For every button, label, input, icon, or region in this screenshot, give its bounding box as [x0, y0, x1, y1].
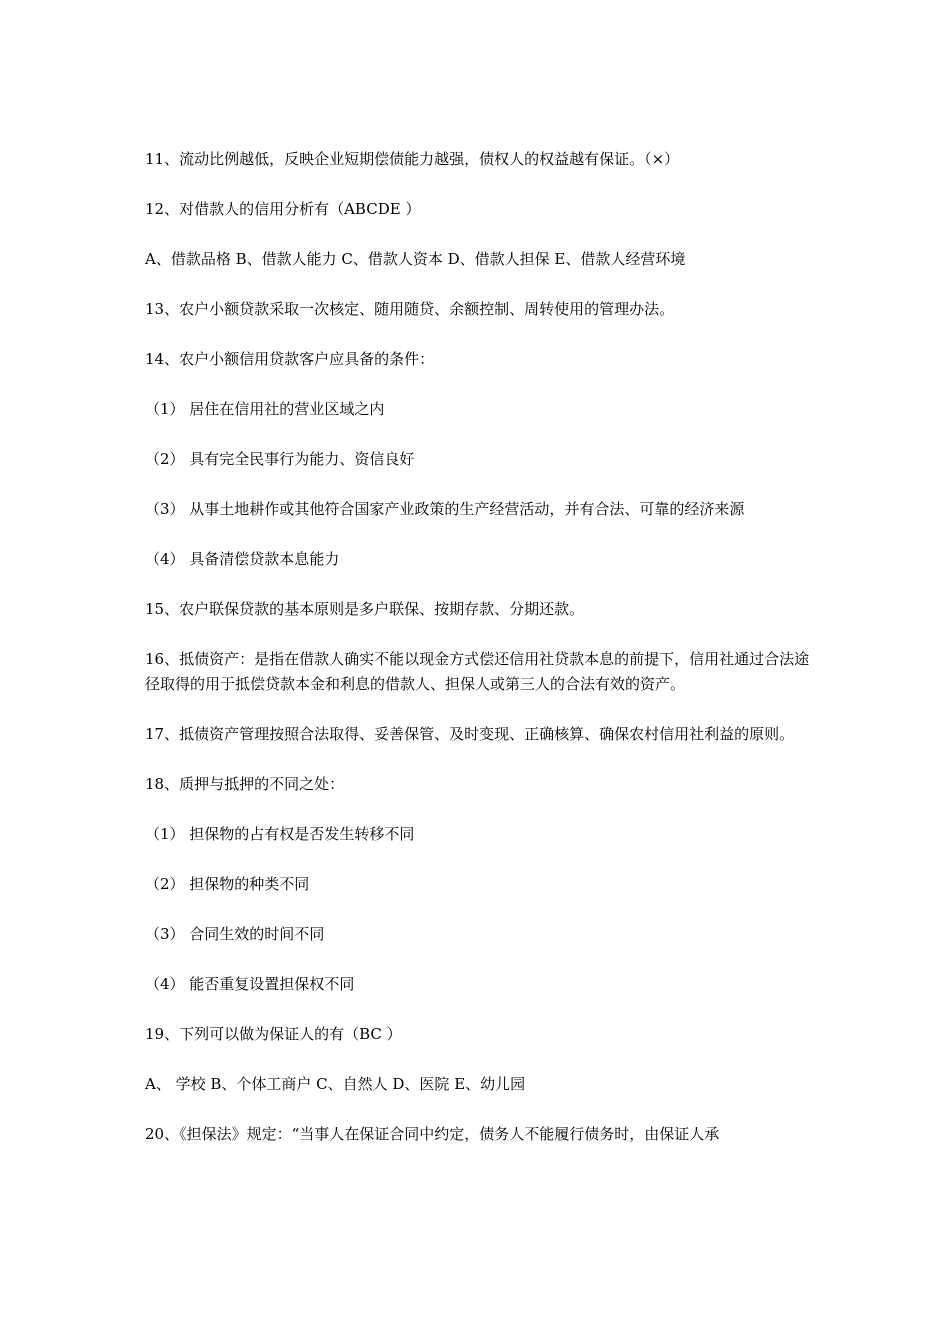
- paragraph-q18-item-3: （3） 合同生效的时间不同: [145, 925, 325, 943]
- paragraph-q14-item-1: （1） 居住在信用社的营业区域之内: [145, 400, 385, 418]
- paragraph-q16: 16、抵债资产：是指在借款人确实不能以现金方式偿还信用社贷款本息的前提下，信用社通过合法途径取得的用于抵偿贷款本金和利息的借款人、担保人或第三人的合法有效的资产。: [145, 650, 810, 693]
- paragraph-q18-item-2: （2） 担保物的种类不同: [145, 875, 310, 893]
- paragraph-q19: 19、下列可以做为保证人的有（BC ）: [145, 1025, 402, 1043]
- paragraph-q12-options: A、借款品格 B、借款人能力 C、借款人资本 D、借款人担保 E、借款人经营环境: [145, 250, 686, 268]
- paragraph-q14-item-3: （3） 从事土地耕作或其他符合国家产业政策的生产经营活动，并有合法、可靠的经济来源: [145, 500, 745, 518]
- paragraph-q18: 18、质押与抵押的不同之处：: [145, 775, 345, 793]
- paragraph-q18-item-1: （1） 担保物的占有权是否发生转移不同: [145, 825, 415, 843]
- paragraph-q18-item-4: （4） 能否重复设置担保权不同: [145, 975, 355, 993]
- paragraph-q17: 17、抵债资产管理按照合法取得、妥善保管、及时变现、正确核算、确保农村信用社利益的原则。: [145, 725, 795, 743]
- document-page: [145, 147, 810, 1172]
- paragraph-q13: 13、农户小额贷款采取一次核定、随用随贷、余额控制、周转使用的管理办法。: [145, 300, 675, 318]
- paragraph-q14: 14、农户小额信用贷款客户应具备的条件：: [145, 350, 435, 368]
- paragraph-q11: 11、流动比例越低，反映企业短期偿债能力越强，债权人的权益越有保证。（×）: [145, 150, 680, 168]
- paragraph-q12: 12、对借款人的信用分析有（ABCDE ）: [145, 200, 421, 218]
- paragraph-q20: 20、《担保法》规定：“当事人在保证合同中约定，债务人不能履行债务时，由保证人承: [145, 1125, 720, 1143]
- paragraph-q19-options: A、 学校 B、个体工商户 C、自然人 D、医院 E、幼儿园: [145, 1075, 526, 1093]
- paragraph-q15: 15、农户联保贷款的基本原则是多户联保、按期存款、分期还款。: [145, 600, 585, 618]
- paragraph-q14-item-2: （2） 具有完全民事行为能力、资信良好: [145, 450, 415, 468]
- paragraph-q14-item-4: （4） 具备清偿贷款本息能力: [145, 550, 340, 568]
